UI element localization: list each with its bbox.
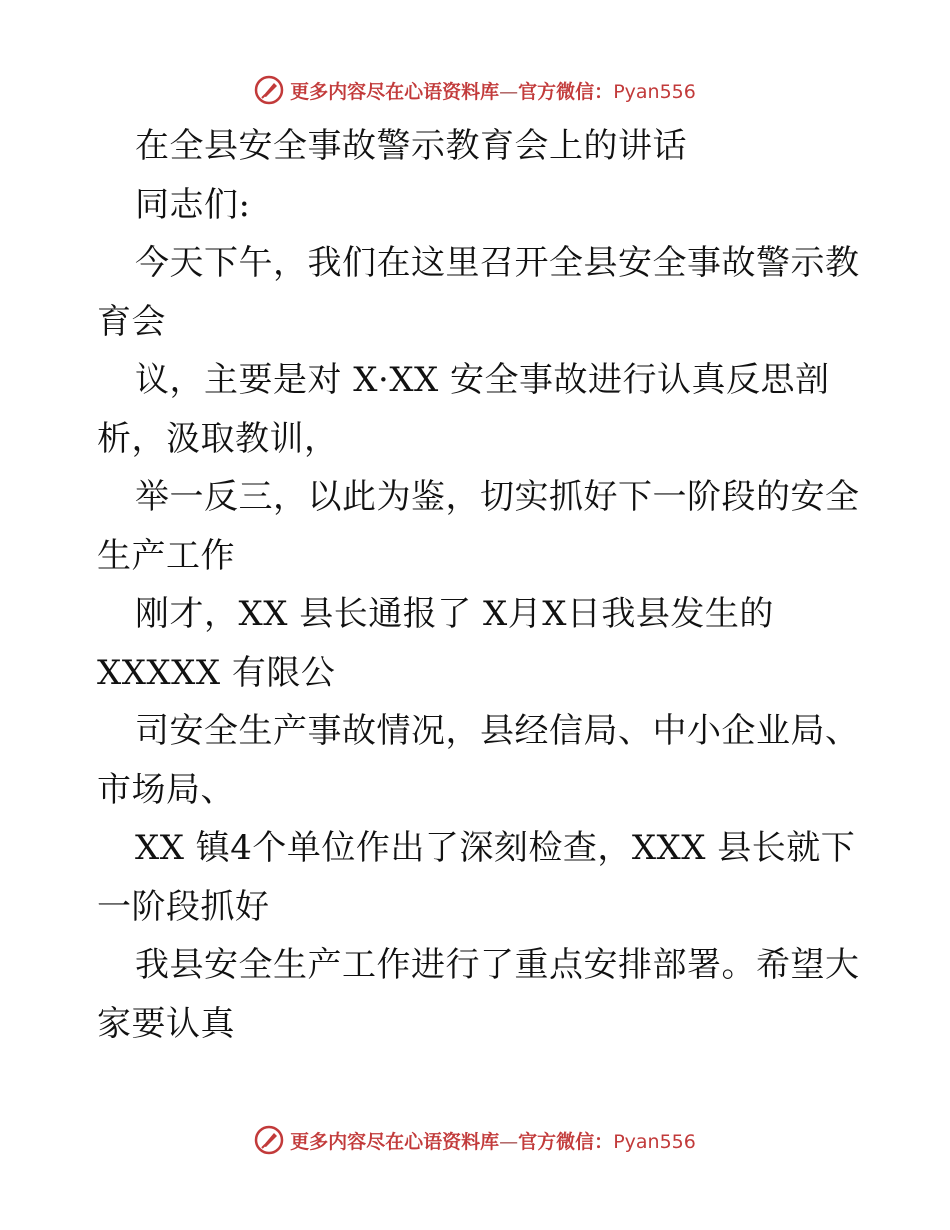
- paragraph-line: 生产工作: [97, 535, 235, 576]
- paragraph-line: 今天下午，我们在这里召开全县安全事故警示教: [135, 243, 860, 283]
- paragraph-line: 举一反三，以此为鉴，切实抓好下一阶段的安全: [135, 477, 860, 517]
- salutation: 同志们:: [135, 184, 251, 225]
- quill-logo-icon: [254, 75, 284, 105]
- paragraph-line: XX 镇4个单位作出了深刻检查，XXX 县长就下: [135, 828, 856, 868]
- footer-wechat-id: Pyan556: [613, 1130, 696, 1153]
- header-wechat-id: Pyan556: [613, 80, 696, 103]
- footer-brand-text: 更多内容尽在心语资料库: [290, 1130, 500, 1153]
- paragraph-line: 家要认真: [97, 1003, 235, 1044]
- paragraph-line: 议，主要是对 X·XX 安全事故进行认真反思剖: [135, 360, 830, 400]
- paragraph-line: 育会: [97, 301, 166, 342]
- header-dash: —: [499, 80, 519, 103]
- document-body: [97, 117, 867, 1053]
- paragraph-line: 司安全生产事故情况，县经信局、中小企业局、: [135, 711, 860, 751]
- header-banner: [0, 70, 950, 110]
- footer-banner: [0, 1120, 950, 1160]
- paragraph-line: 析，汲取教训，: [97, 418, 339, 459]
- footer-wechat-label: 官方微信：: [518, 1130, 614, 1153]
- paragraph-line: 市场局、: [97, 769, 235, 810]
- footer-dash: —: [499, 1130, 519, 1153]
- paragraph-line: XXXXX 有限公: [97, 652, 336, 693]
- paragraph-line: 一阶段抓好: [97, 886, 270, 927]
- paragraph-line: 我县安全生产工作进行了重点安排部署。希望大: [135, 945, 860, 985]
- header-wechat-label: 官方微信：: [518, 80, 614, 103]
- header-brand-text: 更多内容尽在心语资料库: [290, 80, 500, 103]
- quill-logo-icon: [254, 1125, 284, 1155]
- paragraph-line: 刚才，XX 县长通报了 X月X日我县发生的: [135, 594, 774, 634]
- header-banner-text: [290, 77, 696, 104]
- document-title: 在全县安全事故警示教育会上的讲话: [135, 126, 687, 166]
- footer-banner-text: [290, 1127, 696, 1154]
